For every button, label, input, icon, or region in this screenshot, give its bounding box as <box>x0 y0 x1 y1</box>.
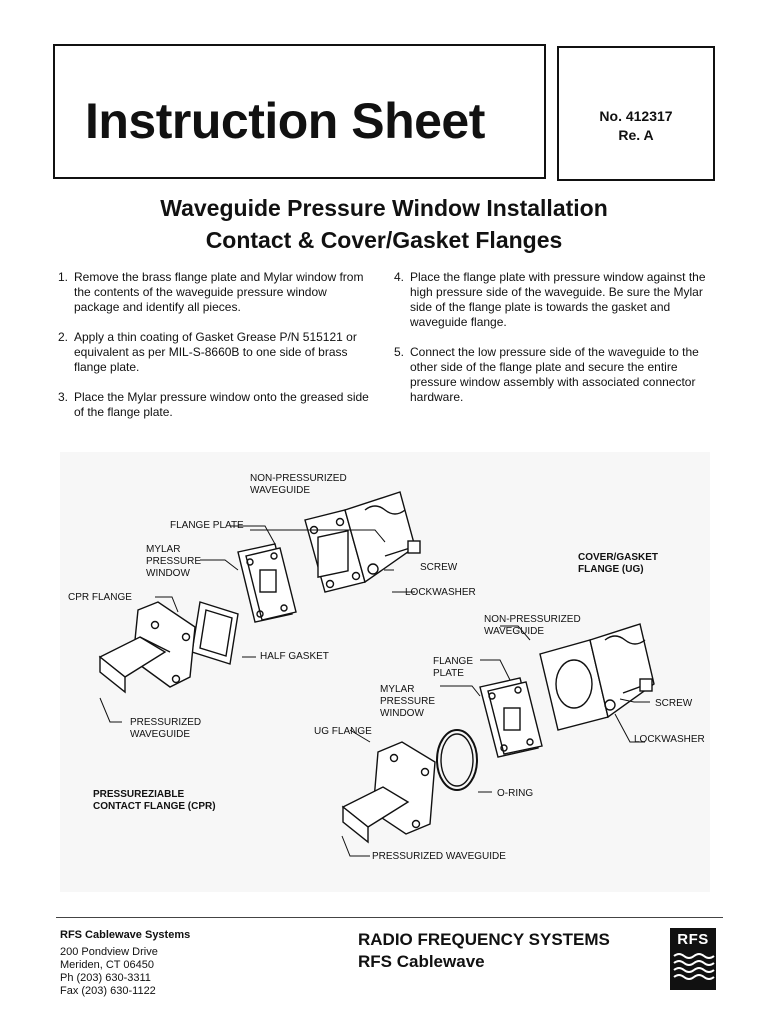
footer-divider <box>56 917 723 918</box>
footer-brand-line2: RFS Cablewave <box>358 952 485 971</box>
step-number: 5. <box>394 345 405 359</box>
doc-number: No. 412317 <box>599 108 673 124</box>
section-heading-line2: Contact & Cover/Gasket Flanges <box>205 227 563 253</box>
flange-plate-drawing-2 <box>480 678 542 757</box>
label-pressurized-waveguide-2: PRESSURIZED WAVEGUIDE <box>372 851 506 862</box>
step-text: Connect the low pressure side of the waveguide to the other side of the flange plate and secure the entire pressure window assembly with associated connector hardware. <box>410 345 699 404</box>
doc-number-box <box>557 46 715 181</box>
label-screw-1: SCREW <box>420 562 458 573</box>
label-pressurized-waveguide-1: PRESSURIZED WAVEGUIDE <box>130 717 202 740</box>
label-cpr-caption-line2: CONTACT FLANGE (CPR) <box>93 801 216 812</box>
non-pressurized-waveguide-drawing-2 <box>540 624 654 730</box>
footer-phone: Ph (203) 630-3311 <box>60 972 151 984</box>
step-number: 1. <box>58 270 69 284</box>
step-number: 3. <box>58 390 69 404</box>
label-lockwasher-1: LOCKWASHER <box>405 587 476 598</box>
label-non-pressurized-waveguide-1: NON-PRESSURIZED WAVEGUIDE <box>250 473 347 496</box>
cpr-flange-drawing <box>100 602 195 692</box>
footer-address-line1: 200 Pondview Drive <box>60 946 158 958</box>
footer-company: RFS Cablewave Systems <box>60 929 191 941</box>
rfs-logo <box>670 928 716 990</box>
page-title: Instruction Sheet <box>85 93 485 149</box>
label-lockwasher-2: LOCKWASHER <box>634 734 705 745</box>
label-cpr-caption-line1: PRESSUREZIABLE <box>93 789 185 800</box>
rfs-logo-waves-icon <box>670 950 716 990</box>
label-ug-flange: UG FLANGE <box>314 726 372 737</box>
section-heading-line1: Waveguide Pressure Window Installation <box>160 195 608 221</box>
label-cpr-flange: CPR FLANGE <box>68 592 132 603</box>
label-mylar-pressure-window-2: MYLAR PRESSURE WINDOW <box>380 684 436 719</box>
flange-plate-drawing-1 <box>238 544 296 622</box>
step-text: Place the Mylar pressure window onto the greased side of the flange plate. <box>74 390 369 419</box>
label-flange-plate-2: FLANGE PLATE <box>433 656 474 679</box>
diagram-drawing <box>60 452 710 892</box>
label-half-gasket: HALF GASKET <box>260 651 329 662</box>
step-number: 2. <box>58 330 69 344</box>
o-ring-drawing <box>437 730 477 790</box>
step-text: Place the flange plate with pressure window against the high pressure side of the waveguide. Be sure the Mylar side of the flange plate is towards the gasket and waveguide flange. <box>410 270 706 329</box>
label-mylar-pressure-window-1: MYLAR PRESSURE WINDOW <box>146 544 202 579</box>
non-pressurized-waveguide-drawing-1 <box>305 492 415 592</box>
label-flange-plate-1: FLANGE PLATE <box>170 520 244 531</box>
doc-revision: Re. A <box>618 127 654 143</box>
half-gasket-drawing <box>192 602 238 664</box>
footer-fax: Fax (203) 630-1122 <box>60 985 156 997</box>
footer-address-line2: Meriden, CT 06450 <box>60 959 154 971</box>
label-cover-caption-line2: FLANGE (UG) <box>578 564 644 575</box>
footer-brand-line1: RADIO FREQUENCY SYSTEMS <box>358 930 610 949</box>
step-text: Apply a thin coating of Gasket Grease P/N 515121 or equivalent as per MIL-S-8660B to one side of brass flange plate. <box>74 330 357 374</box>
title-box <box>53 44 546 179</box>
label-o-ring: O-RING <box>497 788 534 799</box>
label-screw-2: SCREW <box>655 698 693 709</box>
step-number: 4. <box>394 270 405 284</box>
ug-flange-drawing <box>343 742 435 842</box>
label-cover-caption-line1: COVER/GASKET <box>578 552 659 563</box>
exploded-assembly-diagram <box>60 452 710 892</box>
rfs-logo-text: RFS <box>677 931 709 948</box>
step-text: Remove the brass flange plate and Mylar window from the contents of the waveguide pressure window package and identify all pieces. <box>74 270 364 314</box>
label-non-pressurized-waveguide-2: NON-PRESSURIZED WAVEGUIDE <box>484 614 581 637</box>
